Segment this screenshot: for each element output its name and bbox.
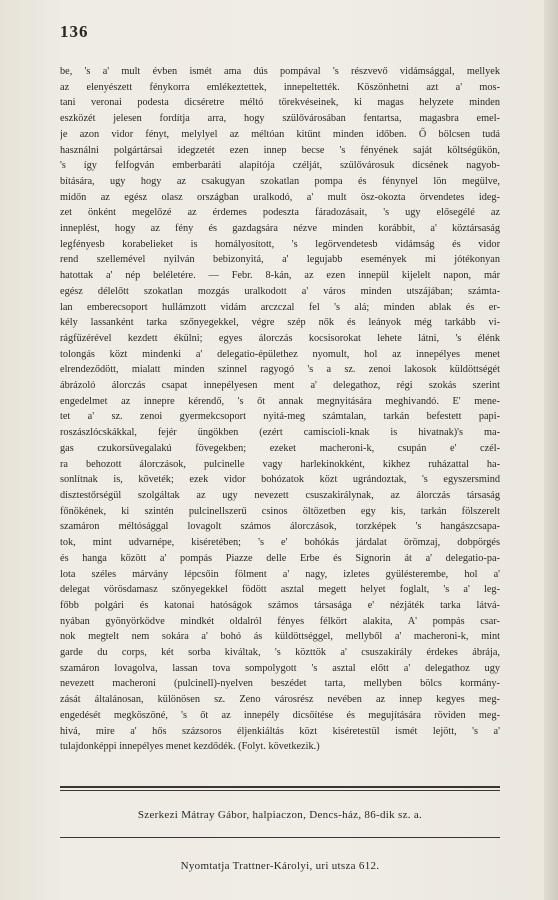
text-line: tet a' sz. zenoi gyermekcsoport nyitá-meg számtalan, tarkán befestett papi-: [60, 411, 500, 423]
text-line: disztestőrségül szolgáltak az ugy nevezett csuszakirálynak, az álorczás társaság: [60, 489, 500, 501]
divider-thick: [60, 786, 500, 788]
text-line: tani veronai podesta dicséretre méltó törekvéseinek, ki magas helyzete minden: [60, 97, 500, 109]
text-line: eszközét jelesen fordítja arra, hogy szülővárosában fentartsa, magasbra emel-: [60, 113, 500, 125]
text-line: 's így felfogván emberbaráti alapítója czélját, szülővárosuk dicsének nagyob-: [60, 160, 500, 172]
text-line: az elenyészett fénykorra emlékeztettek, innepeltették. Köszönhetni azt a' mos-: [60, 81, 500, 93]
text-line: ábrázoló álorczás csapat innepélyesen ment a' delegathoz, régi szokás szerint: [60, 380, 500, 392]
text-line: delegat vörösdamasz szőnyegekkel födött asztal megett helyet foglalt, 's a' leg-: [60, 584, 500, 596]
text-line: engedelmet az innepre kérendő, 's őt annak megnyitására meghivandó. E' mene-: [60, 395, 500, 407]
text-line: nevezett macheroni (pulcinell)-nyelven beszédet tarta, mellyben bölcs kormány-: [60, 678, 500, 690]
text-line: egész délelőtt szokatlan mozgás uralkodott a' város minden utszájában; számta-: [60, 285, 500, 297]
text-line: hatottak a' nép beléletére. — Febr. 8-kán, az ezen innepül kijelelt napon, már: [60, 270, 500, 282]
text-line: ra behozott álorczások, pulcinelle vagy harlekinokként, kikhez ruházattal ha-: [60, 458, 500, 470]
text-line: je azon vidor fényt, melylyel az méltóan kitűnt minden időben. Ő bölcsen tudá: [60, 128, 500, 140]
page-number: 136: [60, 22, 89, 41]
text-line: inneplést, hogy az fény és gazdagsára nézve minden korábbit, a' köztársaság: [60, 223, 500, 235]
text-line: szamáron méltósággal lovagolt számos álorczások, torzképek 's hangászcsapa-: [60, 521, 500, 533]
text-line: hivá, mire a' hős százsoros éljenkiáltás közt kiséretestül ismét lejött, 's a': [60, 725, 500, 737]
text-line: kély lassanként tarka szőnyegekkel, végre szép nők és leányok még tarkább vi-: [60, 317, 500, 329]
text-line: főbb polgári és katonai hatóságok számos társasága e' nézjáték tarka látvá-: [60, 599, 500, 611]
text-line: nok megtelt nem sokára a' bohó ás küldöttséggel, mellyből a' macheroni-k, mint: [60, 631, 500, 643]
text-line: nyában gyönyörködve mindkét oldalról fényes félkört alakíta, A' pompás csar-: [60, 615, 500, 627]
printer-imprint: Nyomtatja Trattner-Károlyi, uri utsza 612.: [180, 860, 380, 872]
text-line: legfényesb korabelieket is homályosított, 's legörvendetesb vidámság és vidor: [60, 238, 500, 250]
text-line: tolongás közt mindenki a' delegatio-épülethez nyomult, hol az innepélyes menet: [60, 348, 500, 360]
text-line: zását általánosan, különösen sz. Zeno városrész nevében az innep kegyes meg-: [60, 694, 500, 706]
text-line: zet önként megelőzé az érdemes podeszta fáradozásait, 's ugy elősegélé az: [60, 207, 500, 219]
divider-thin: [60, 790, 500, 791]
text-line: be, 's a' mult évben ismét ama dús pompával 's részvevő vidámsággal, mellyek: [60, 66, 500, 77]
text-line: midőn az egész olasz országban uralkodó, a' mult ösz-okozta örvendetes ideg-: [60, 191, 500, 203]
text-line: tulajdonképpi innepélyes menet kezdődék. (Folyt. következik.): [60, 741, 320, 753]
text-line: lan emberecsoport hullámzott vidám arczczal fel 's alá; minden ablak és er-: [60, 301, 500, 313]
text-line: rágfüzérével kezdett ékülni; egyes álorczás kocsisorokat lehete látni, 's élénk: [60, 332, 500, 344]
text-line: sonlítnak is, követék; ezek vidor bohózatok közt ugrándoztak, 's egyszersmind: [60, 474, 500, 486]
text-line: lota széles márvány lépcsőin fölment a' nagy, izletes gyülésterembe, hol a': [60, 568, 500, 580]
text-line: szamáron lovagolva, lassan tova sompolygott 's asztal előtt a' delegathoz ugy: [60, 662, 500, 674]
text-line: főnökének, ki szintén pulcinellszerű csinos öltözetben egy kis, tarkán fölszerelt: [60, 505, 500, 517]
text-line: gas czukorsüvegalakú fövegekben; ezeket macheroni-k, csupán e' czél-: [60, 442, 500, 454]
divider-imprint: [60, 837, 500, 838]
text-line: rend szellemével nyilván bebizonyitá, a' legujabb események mi jótékonyan: [60, 254, 500, 266]
text-line: roszászlócskákkal, fejér üngökben (ezért camiscioli-knak is hivatnak)'s ma-: [60, 427, 500, 439]
text-line: garde du corps, két sorba kiváltak, 's közttök a' csuszakirály érdekes ábrája,: [60, 647, 500, 659]
page-spine-shadow: [544, 0, 558, 900]
editor-imprint: Szerkezi Mátray Gábor, halpiaczon, Dencs-ház, 86-dik sz. a.: [137, 809, 423, 821]
text-line: engedését megköszöné, 's őt az innepély dicsőítése és megujítására röviden meg-: [60, 709, 500, 721]
text-line: használni polgártársai idegzetét ezen innep becse 's fényének saját költségükön,: [60, 144, 500, 156]
text-line: elrendeződött, mialatt minden szinnel ragyogó 's a sz. zenoi lakosok küldöttségét: [60, 364, 500, 376]
article-body: [60, 64, 500, 755]
text-line: bítására, ugy hogy az csakugyan szokatlan pompa és fénynyel lön megülve,: [60, 175, 500, 187]
text-line: és hanga között a' pompás Piazze delle Erbe és Signorin át a' delegatio-pa-: [60, 552, 500, 564]
text-line: tok, mint udvarnépe, kiséretében; 's e' bohókás járdalat örömzaj, dobpörgés: [60, 537, 500, 549]
